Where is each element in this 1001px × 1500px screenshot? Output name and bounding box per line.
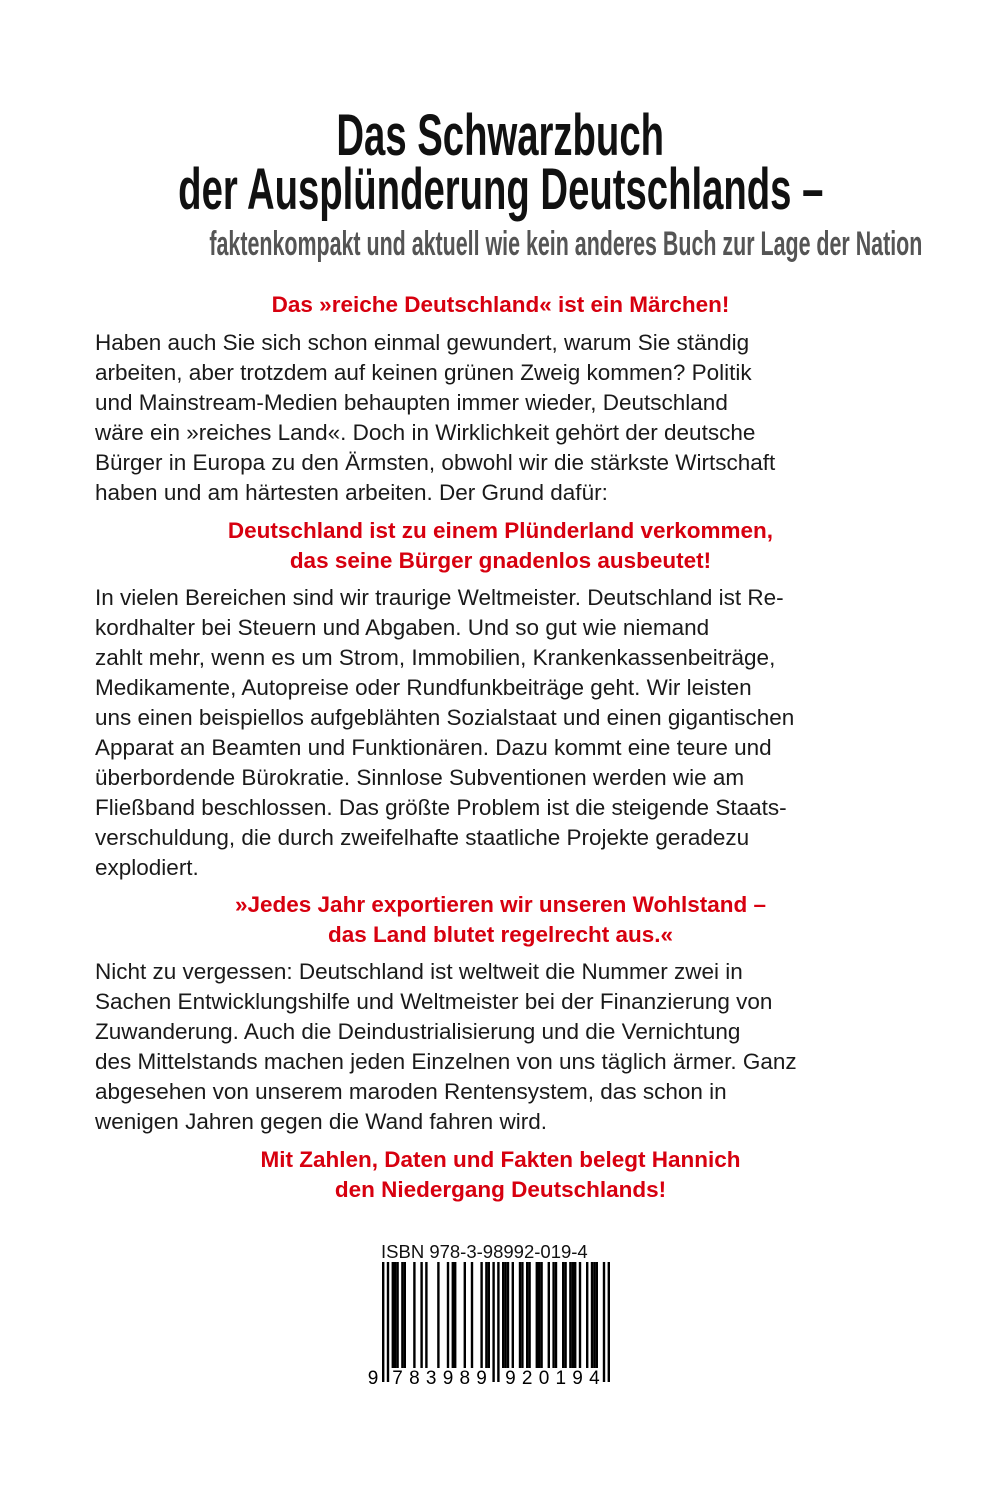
- barcode-digit: 2: [521, 1368, 533, 1389]
- text-line: Fließband beschlossen. Das größte Problem ist die steigende Staats-: [95, 795, 787, 820]
- heading-line: das seine Bürger gnadenlos ausbeutet!: [289, 548, 712, 573]
- barcode-bar: [396, 1262, 398, 1368]
- heading-line: Das »reiche Deutschland« ist ein Märchen!: [271, 292, 730, 317]
- title-line-2: [0, 157, 1001, 222]
- text-line: arbeiten, aber trotzdem auf keinen grünen Zweig kommen? Politik: [95, 360, 752, 385]
- barcode-bar: [413, 1262, 415, 1368]
- barcode-bar: [591, 1262, 593, 1368]
- barcode-bar: [502, 1262, 504, 1368]
- heading-line: den Niedergang Deutschlands!: [334, 1177, 667, 1202]
- text-line: Sachen Entwicklungshilfe und Weltmeister bei der Finanzierung von: [95, 989, 773, 1014]
- barcode-bar: [404, 1262, 406, 1368]
- barcode-bar: [392, 1262, 394, 1368]
- barcode-bar: [447, 1262, 449, 1368]
- barcode-bar: [485, 1262, 487, 1368]
- barcode-bar: [562, 1262, 564, 1368]
- barcode-digit: 8: [459, 1368, 471, 1389]
- text-line: In vielen Bereichen sind wir traurige Weltmeister. Deutschland ist Re-: [95, 585, 784, 610]
- text-line: Medikamente, Autopreise oder Rundfunkbeiträge geht. Wir leisten: [95, 675, 752, 700]
- heading-line: Deutschland ist zu einem Plünderland verkommen,: [227, 518, 774, 543]
- barcode-bar: [564, 1262, 566, 1368]
- heading-2: [0, 516, 1001, 576]
- barcode-bar: [603, 1262, 605, 1382]
- text-line: Bürger in Europa zu den Ärmsten, obwohl wir die stärkste Wirtschaft: [95, 450, 776, 475]
- barcode-bar: [480, 1262, 482, 1368]
- barcode-bar: [504, 1262, 506, 1368]
- barcode-bar: [488, 1262, 490, 1368]
- text-line: des Mittelstands machen jeden Einzelnen von uns täglich ärmer. Ganz: [95, 1049, 797, 1074]
- barcode-bar: [471, 1262, 473, 1368]
- barcode-bar: [536, 1262, 538, 1368]
- barcode-bar: [528, 1262, 530, 1368]
- text-line: Nicht zu vergessen: Deutschland ist weltweit die Nummer zwei in: [95, 959, 743, 984]
- text-line: zahlt mehr, wenn es um Strom, Immobilien, Krankenkassenbeiträge,: [95, 645, 776, 670]
- title-line-1: [0, 103, 1001, 168]
- barcode-bar: [394, 1262, 396, 1368]
- barcode-bar: [574, 1262, 576, 1368]
- barcode-bar: [507, 1262, 509, 1368]
- barcode-bar: [454, 1262, 456, 1368]
- barcode-digit: 8: [409, 1368, 420, 1389]
- barcode-bar: [437, 1262, 439, 1368]
- heading-line: »Jedes Jahr exportieren wir unseren Wohlstand –: [234, 892, 766, 917]
- barcode-digit: 1: [555, 1368, 567, 1389]
- text-line: haben und am härtesten arbeiten. Der Grund dafür:: [95, 480, 608, 505]
- barcode-bar: [521, 1262, 523, 1368]
- barcode-bar: [586, 1262, 588, 1368]
- barcode-digit: 0: [538, 1368, 550, 1389]
- barcode-digit: 9: [442, 1368, 454, 1389]
- barcode-bar: [596, 1262, 598, 1368]
- barcode-bar: [401, 1262, 403, 1368]
- text-line: uns einen beispiellos aufgeblähten Sozialstaat und einen gigantischen: [95, 705, 795, 730]
- text-line: Apparat an Beamten und Funktionären. Dazu kommt eine teure und: [95, 735, 772, 760]
- barcode-bar: [492, 1262, 494, 1382]
- barcode-digit: 9: [572, 1368, 583, 1389]
- barcode-bar: [555, 1262, 557, 1368]
- paragraph-3: [95, 957, 797, 1137]
- subtitle-text: faktenkompakt und aktuell wie kein anderes Buch zur Lage der Nation: [209, 225, 923, 263]
- barcode-digit: 9: [476, 1368, 487, 1389]
- barcode-bar: [464, 1262, 466, 1368]
- text-line: explodiert.: [95, 855, 199, 880]
- barcode-bar: [548, 1262, 550, 1368]
- barcode-bar: [425, 1262, 427, 1368]
- paragraph-1: [95, 328, 775, 508]
- title-line-2-text: der Ausplünderung Deutschlands –: [177, 157, 824, 222]
- text-line: überbordende Bürokratie. Sinnlose Subventionen werden wie am: [95, 765, 745, 790]
- barcode-bar: [526, 1262, 528, 1368]
- barcode-digit: 7: [392, 1368, 403, 1389]
- barcode-bar: [387, 1262, 389, 1382]
- barcode-bar: [569, 1262, 571, 1368]
- barcode-bar: [512, 1262, 514, 1368]
- text-line: und Mainstream-Medien behaupten immer wieder, Deutschland: [95, 390, 728, 415]
- title-line-1-text: Das Schwarzbuch: [336, 103, 665, 168]
- text-line: Zuwanderung. Auch die Deindustrialisierung und die Vernichtung: [95, 1019, 741, 1044]
- barcode-bar: [608, 1262, 610, 1382]
- barcode-bar: [382, 1262, 384, 1382]
- isbn-label: ISBN 978-3-98992-019-4: [381, 1241, 588, 1262]
- barcode-bar: [452, 1262, 454, 1368]
- heading-1: [0, 290, 1001, 320]
- text-line: verschuldung, die durch zweifelhafte staatliche Projekte geradezu: [95, 825, 750, 850]
- barcode-bar: [497, 1262, 499, 1382]
- barcode-bar: [519, 1262, 521, 1368]
- barcode-bar: [538, 1262, 540, 1368]
- paragraph-2: [95, 583, 794, 883]
- barcode-digit: 3: [425, 1368, 437, 1389]
- text-line: kordhalter bei Steuern und Abgaben. Und so gut wie niemand: [95, 615, 710, 640]
- text-line: Haben auch Sie sich schon einmal gewundert, warum Sie ständig: [95, 330, 750, 355]
- subtitle: [0, 226, 1001, 262]
- barcode-bar: [552, 1262, 554, 1368]
- text-line: wäre ein »reiches Land«. Doch in Wirklichkeit gehört der deutsche: [95, 420, 756, 445]
- text-line: wenigen Jahren gegen die Wand fahren wird.: [95, 1109, 547, 1134]
- heading-line: das Land blutet regelrecht aus.«: [327, 922, 674, 947]
- heading-line: Mit Zahlen, Daten und Fakten belegt Hannich: [260, 1147, 741, 1172]
- heading-4: [0, 1145, 1001, 1205]
- barcode: [366, 1262, 616, 1392]
- barcode-bar: [540, 1262, 542, 1368]
- barcode-bar: [420, 1262, 422, 1368]
- text-line: abgesehen von unserem maroden Rentensystem, das schon in: [95, 1079, 727, 1104]
- barcode-digit: 9: [505, 1368, 516, 1389]
- barcode-bar: [579, 1262, 581, 1368]
- heading-3: [0, 890, 1001, 950]
- barcode-bar: [572, 1262, 574, 1368]
- barcode-bar: [593, 1262, 595, 1368]
- barcode-digit: 9: [367, 1368, 379, 1389]
- barcode-digit: 4: [589, 1368, 600, 1389]
